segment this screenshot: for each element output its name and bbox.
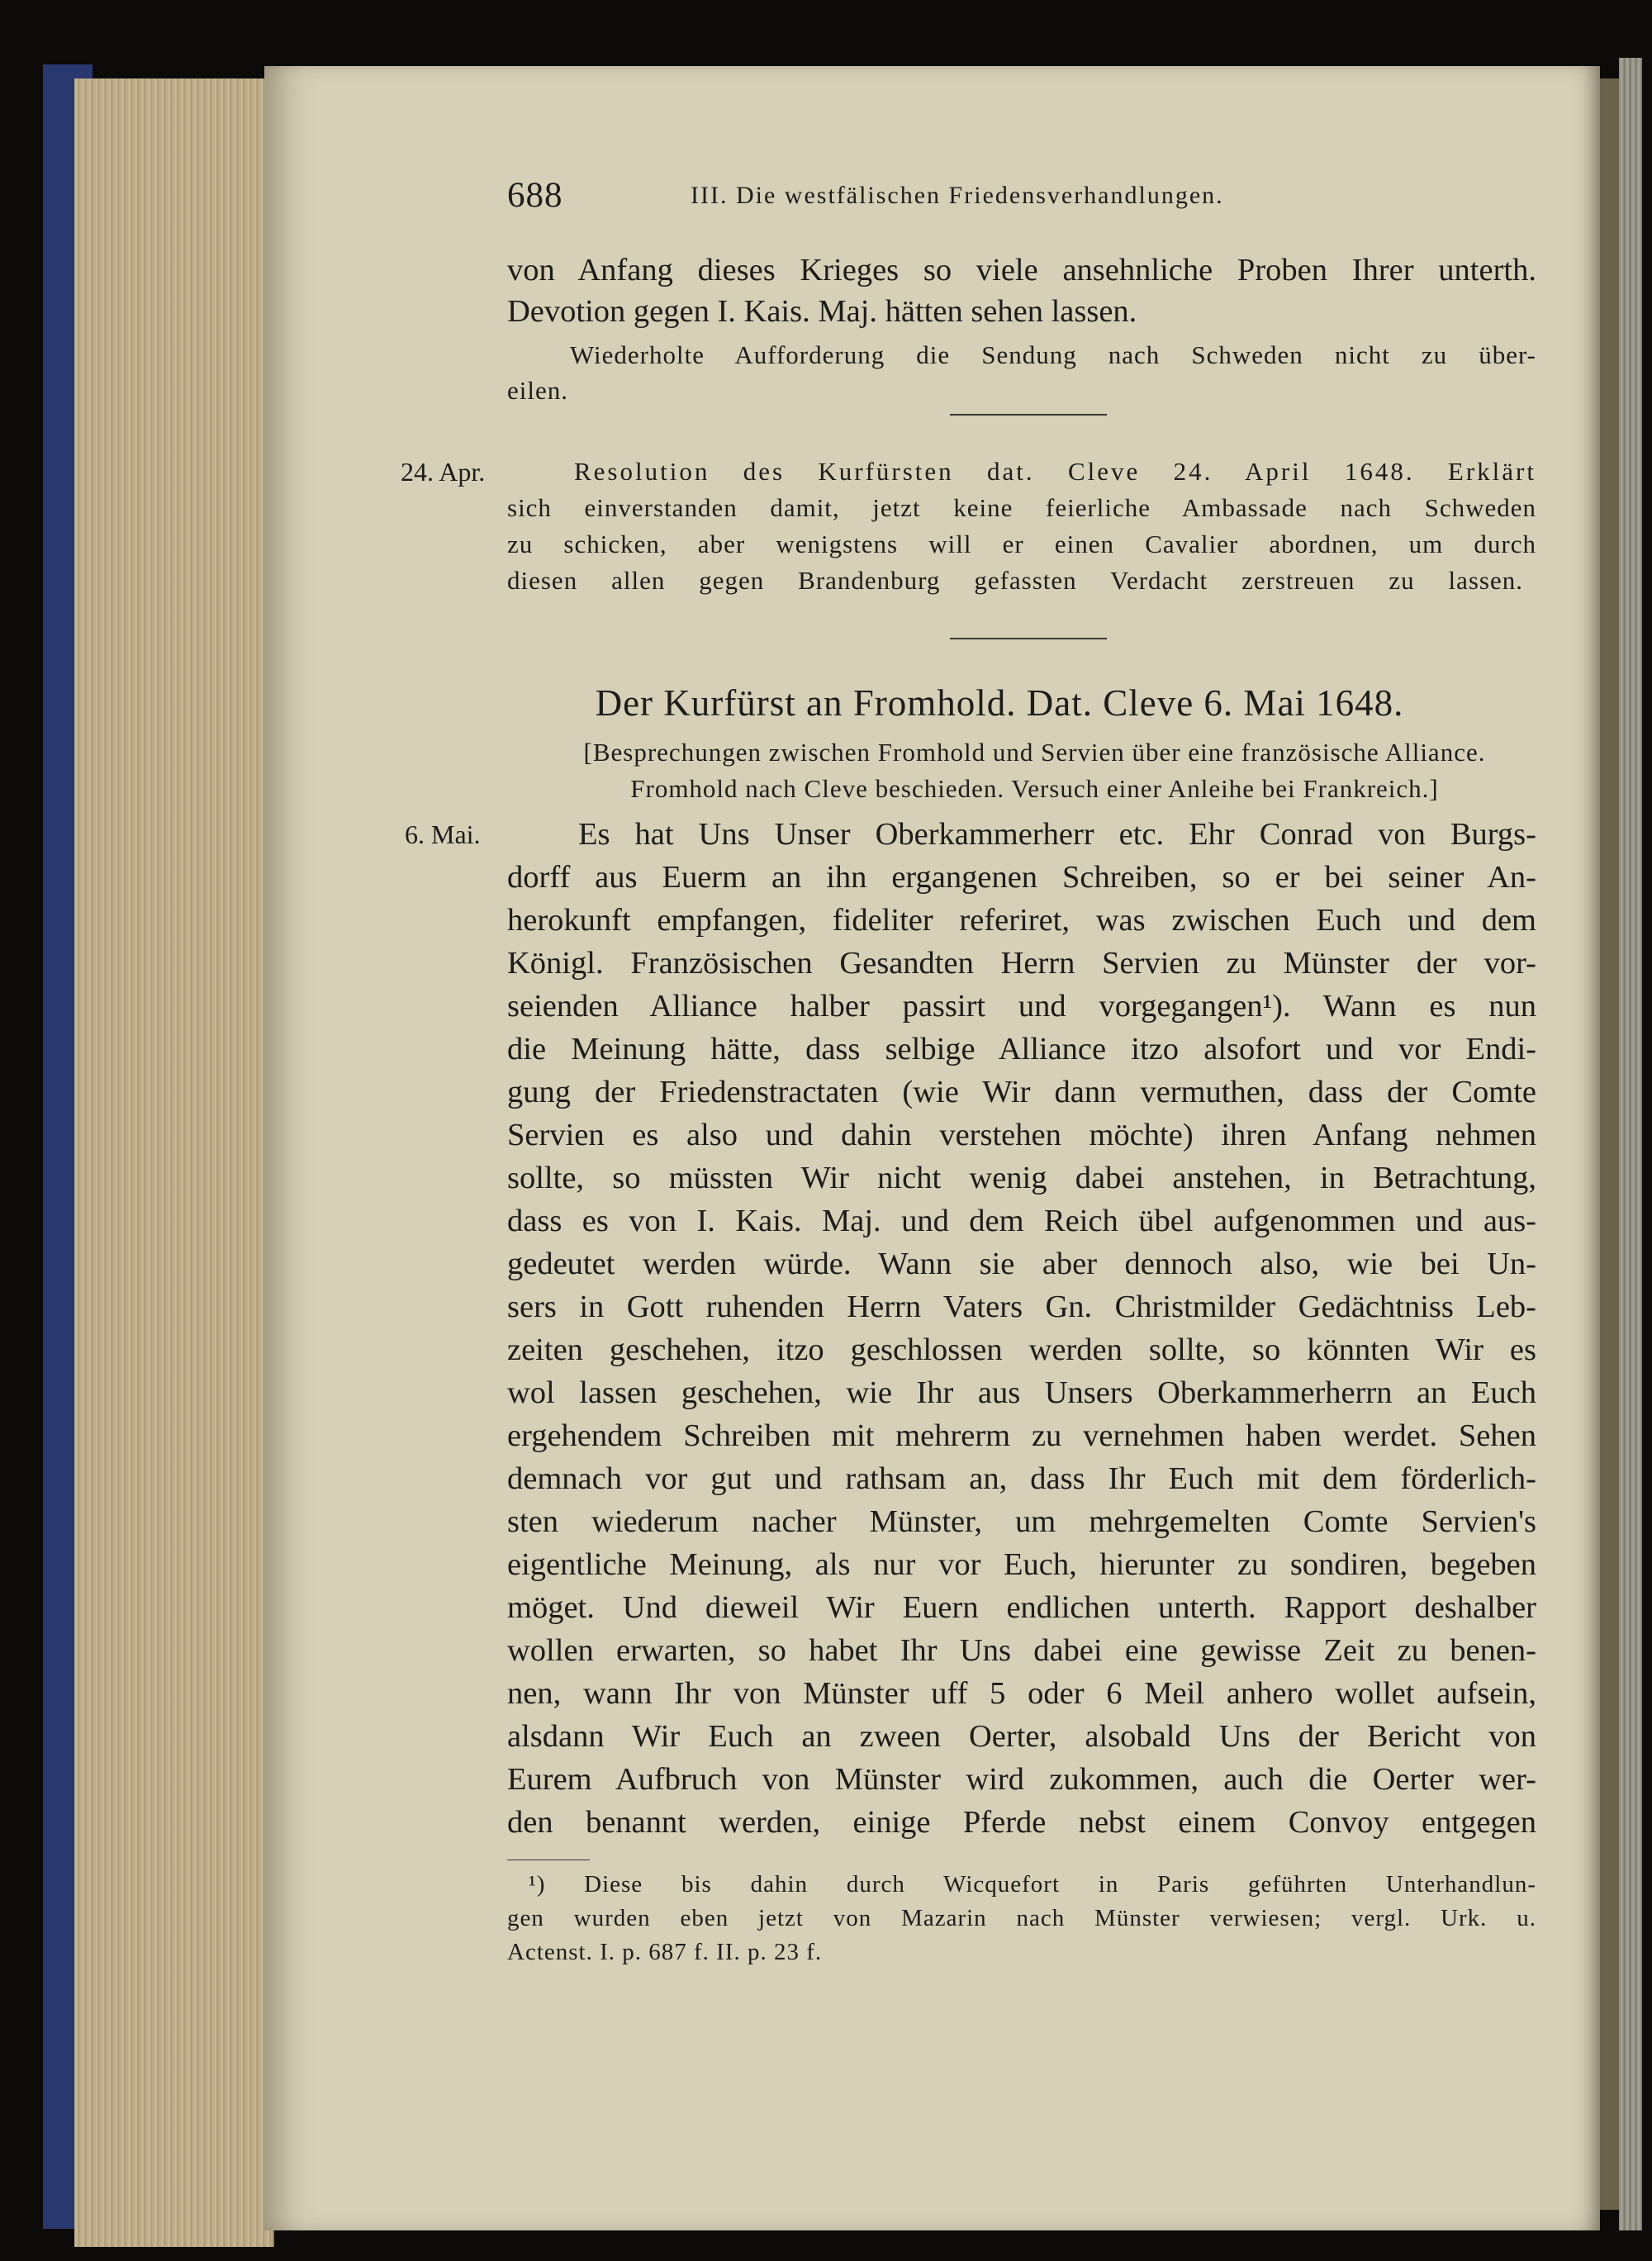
body-line: wollen erwarten, so habet Ihr Uns dabei eine gewisse Zeit zu benen-	[507, 1633, 1536, 1668]
letter-summary-line: [Besprechungen zwischen Fromhold und Servien über eine französische Alliance.	[583, 738, 1486, 767]
resolution-line: diesen allen gegen Brandenburg gefassten Verdacht zerstreuen zu lassen.	[507, 566, 1523, 595]
body-line: alsdann Wir Euch an zween Oerter, alsobald Uns der Bericht von	[507, 1719, 1536, 1754]
intro-line: Devotion gegen I. Kais. Maj. hätten sehen lassen.	[507, 294, 1137, 329]
body-line: gedeutet werden würde. Wann sie aber dennoch also, wie bei Un-	[507, 1247, 1536, 1281]
body-line: Eurem Aufbruch von Münster wird zukommen, auch die Oerter wer-	[507, 1762, 1536, 1797]
section-divider	[950, 414, 1107, 416]
resolution-line: sich einverstanden damit, jetzt keine feierliche Ambassade nach Schweden	[507, 493, 1536, 522]
body-line: nen, wann Ihr von Münster uff 5 oder 6 Meil anhero wollet aufsein,	[507, 1676, 1536, 1711]
body-line: die Meinung hätte, dass selbige Alliance itzo alsofort und vor Endi-	[507, 1032, 1536, 1066]
body-line: Königl. Französischen Gesandten Herrn Servien zu Münster der vor-	[507, 946, 1536, 981]
body-line: Es hat Uns Unser Oberkammerherr etc. Ehr Conrad von Burgs-	[578, 817, 1536, 852]
body-line: ergehendem Schreiben mit mehrerm zu vernehmen haben werdet. Sehen	[507, 1418, 1536, 1453]
body-line: dass es von I. Kais. Maj. und dem Reich übel aufgenommen und aus-	[507, 1204, 1536, 1238]
letter-summary-line: Fromhold nach Cleve beschieden. Versuch einer Anleihe bei Frankreich.]	[630, 774, 1439, 803]
body-line: wol lassen geschehen, wie Ihr aus Unsers Oberkammerherrn an Euch	[507, 1375, 1536, 1410]
body-line: Servien es also und dahin verstehen möchte) ihren Anfang nehmen	[507, 1118, 1536, 1152]
body-line: sten wiederum nacher Münster, um mehrgemelten Comte Servien's	[507, 1504, 1536, 1539]
margin-date: 6. Mai.	[405, 819, 481, 849]
summary-line: eilen.	[507, 376, 568, 405]
margin-date: 24. Apr.	[401, 457, 486, 487]
body-line: herokunft empfangen, fideliter referiret, was zwischen Euch und dem	[507, 903, 1536, 938]
letter-heading: Der Kurfürst an Fromhold. Dat. Cleve 6. Mai 1648.	[595, 682, 1404, 724]
body-line: demnach vor gut und rathsam an, dass Ihr Euch mit dem förderlich-	[507, 1461, 1536, 1496]
footnote-line: Actenst. I. p. 687 f. II. p. 23 f.	[507, 1939, 823, 1965]
body-line: eigentliche Meinung, als nur vor Euch, hierunter zu sondiren, begeben	[507, 1547, 1536, 1582]
body-line: seienden Alliance halber passirt und vorgegangen¹). Wann es nun	[507, 989, 1536, 1024]
footnote-line: gen wurden eben jetzt von Mazarin nach Münster verwiesen; vergl. Urk. u.	[507, 1905, 1536, 1931]
footnote-line: ¹) Diese bis dahin durch Wicquefort in Paris geführten Unterhandlun-	[529, 1871, 1536, 1898]
summary-line: Wiederholte Aufforderung die Sendung nach Schweden nicht zu über-	[570, 340, 1536, 369]
resolution-line: zu schicken, aber wenigstens will er einen Cavalier abordnen, um durch	[507, 530, 1536, 558]
body-line: gung der Friedenstractaten (wie Wir dann vermuthen, dass der Comte	[507, 1075, 1536, 1109]
intro-line: von Anfang dieses Krieges so viele ansehnliche Proben Ihrer unterth.	[507, 253, 1536, 287]
body-line: sollte, so müssten Wir nicht wenig dabei anstehen, in Betrachtung,	[507, 1161, 1536, 1195]
section-divider	[950, 638, 1107, 639]
running-title: III. Die westfälischen Friedensverhandlungen.	[691, 182, 1224, 209]
resolution-line: Resolution des Kurfürsten dat. Cleve 24. April 1648. Erklärt	[574, 457, 1536, 486]
body-line: zeiten geschehen, itzo geschlossen werden sollte, so könnten Wir es	[507, 1332, 1536, 1367]
body-line: den benannt werden, einige Pferde nebst einem Convoy entgegen	[507, 1805, 1536, 1840]
body-line: möget. Und dieweil Wir Euern endlichen unterth. Rapport deshalber	[507, 1590, 1536, 1625]
body-line: dorff aus Euerm an ihn ergangenen Schreiben, so er bei seiner An-	[507, 860, 1536, 895]
page-number: 688	[507, 176, 563, 215]
body-line: sers in Gott ruhenden Herrn Vaters Gn. Christmilder Gedächtniss Leb-	[507, 1290, 1536, 1324]
